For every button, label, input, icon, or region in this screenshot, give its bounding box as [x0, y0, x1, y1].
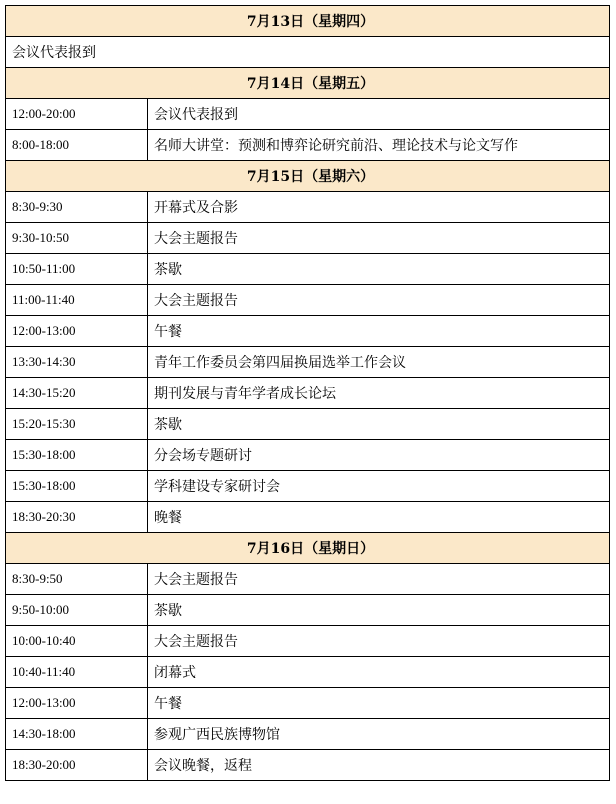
event-cell: 茶歇 [148, 254, 610, 285]
day-note: 会议代表报到 [6, 37, 610, 68]
time-cell: 11:00-11:40 [6, 285, 148, 316]
day-header-row [6, 533, 610, 564]
event-cell: 大会主题报告 [148, 223, 610, 254]
table-row [6, 192, 610, 223]
time-cell: 9:30-10:50 [6, 223, 148, 254]
time-cell: 12:00-20:00 [6, 99, 148, 130]
event-cell: 参观广西民族博物馆 [148, 719, 610, 750]
table-row [6, 719, 610, 750]
day-header: 7月13日（星期四） [6, 6, 610, 37]
event-cell: 晚餐 [148, 502, 610, 533]
table-row [6, 471, 610, 502]
event-cell: 大会主题报告 [148, 564, 610, 595]
day-header: 7月16日（星期日） [6, 533, 610, 564]
table-row [6, 688, 610, 719]
event-cell: 午餐 [148, 316, 610, 347]
event-cell: 闭幕式 [148, 657, 610, 688]
time-cell: 8:30-9:50 [6, 564, 148, 595]
day-header-row [6, 161, 610, 192]
table-row [6, 223, 610, 254]
table-row [6, 440, 610, 471]
event-cell: 午餐 [148, 688, 610, 719]
table-row [6, 595, 610, 626]
time-cell: 15:20-15:30 [6, 409, 148, 440]
time-cell: 10:40-11:40 [6, 657, 148, 688]
event-cell: 大会主题报告 [148, 626, 610, 657]
table-row [6, 285, 610, 316]
schedule-table [5, 5, 610, 781]
table-row [6, 347, 610, 378]
time-cell: 18:30-20:00 [6, 750, 148, 781]
time-cell: 15:30-18:00 [6, 471, 148, 502]
time-cell: 13:30-14:30 [6, 347, 148, 378]
event-cell: 会议代表报到 [148, 99, 610, 130]
table-row [6, 626, 610, 657]
table-row [6, 99, 610, 130]
time-cell: 14:30-18:00 [6, 719, 148, 750]
time-cell: 10:50-11:00 [6, 254, 148, 285]
table-row [6, 316, 610, 347]
table-row [6, 254, 610, 285]
event-cell: 茶歇 [148, 595, 610, 626]
time-cell: 18:30-20:30 [6, 502, 148, 533]
event-cell: 大会主题报告 [148, 285, 610, 316]
event-cell: 学科建设专家研讨会 [148, 471, 610, 502]
event-cell: 开幕式及合影 [148, 192, 610, 223]
schedule-body [6, 6, 610, 781]
day-header-row [6, 68, 610, 99]
table-row [6, 502, 610, 533]
day-header-row [6, 6, 610, 37]
event-cell: 名师大讲堂：预测和博弈论研究前沿、理论技术与论文写作 [148, 130, 610, 161]
table-row [6, 750, 610, 781]
event-cell: 会议晚餐，返程 [148, 750, 610, 781]
time-cell: 14:30-15:20 [6, 378, 148, 409]
table-row [6, 564, 610, 595]
time-cell: 15:30-18:00 [6, 440, 148, 471]
event-cell: 期刊发展与青年学者成长论坛 [148, 378, 610, 409]
day-header: 7月14日（星期五） [6, 68, 610, 99]
table-row [6, 130, 610, 161]
time-cell: 8:30-9:30 [6, 192, 148, 223]
table-row [6, 409, 610, 440]
table-row [6, 657, 610, 688]
time-cell: 12:00-13:00 [6, 316, 148, 347]
event-cell: 青年工作委员会第四届换届选举工作会议 [148, 347, 610, 378]
time-cell: 10:00-10:40 [6, 626, 148, 657]
time-cell: 12:00-13:00 [6, 688, 148, 719]
event-cell: 茶歇 [148, 409, 610, 440]
day-header: 7月15日（星期六） [6, 161, 610, 192]
time-cell: 9:50-10:00 [6, 595, 148, 626]
day-note-row [6, 37, 610, 68]
event-cell: 分会场专题研讨 [148, 440, 610, 471]
table-row [6, 378, 610, 409]
time-cell: 8:00-18:00 [6, 130, 148, 161]
